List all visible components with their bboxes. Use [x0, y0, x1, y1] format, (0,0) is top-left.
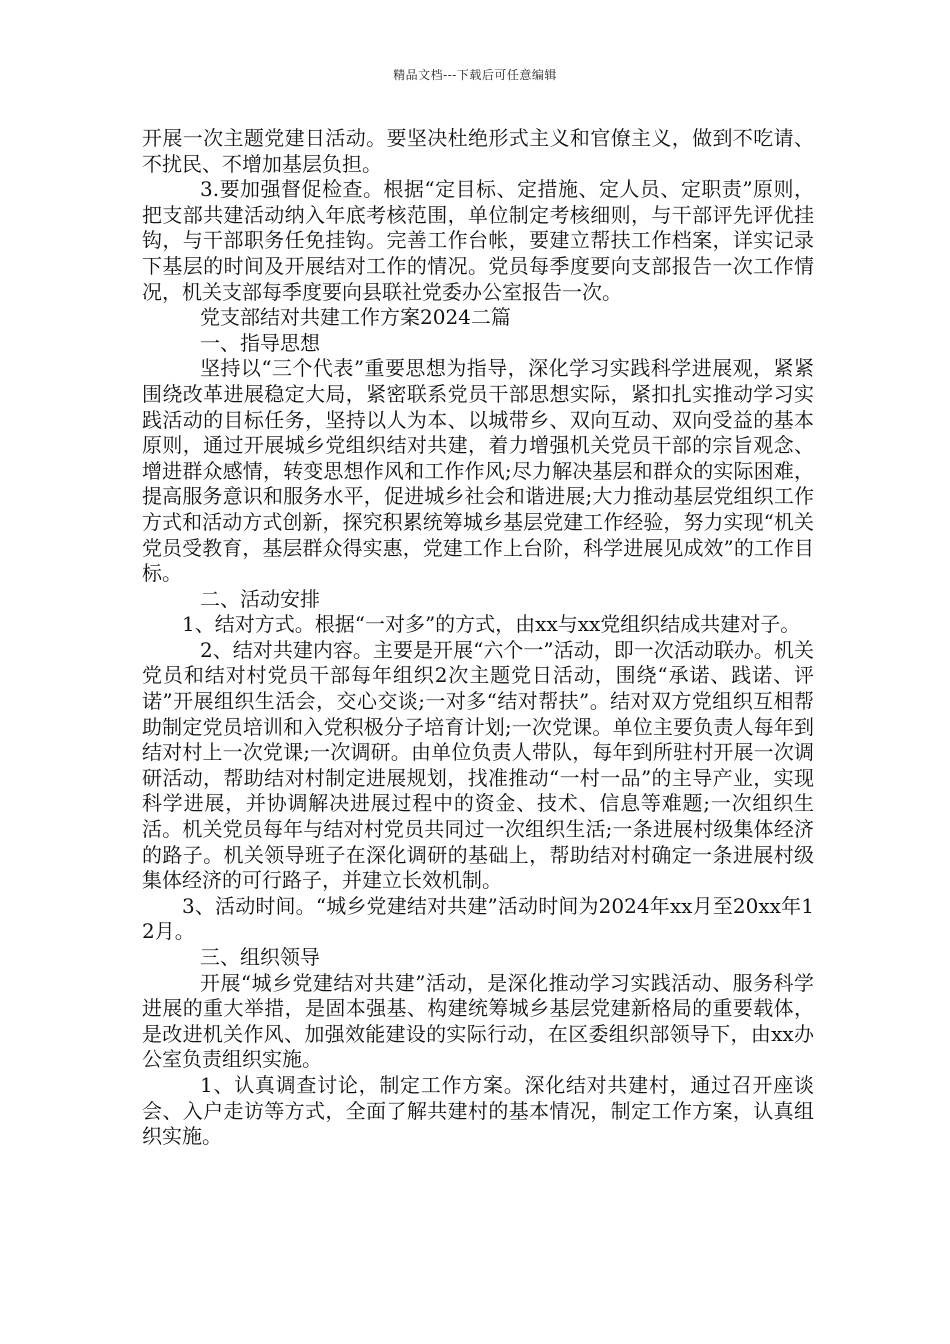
section-heading: 一、指导思想 [200, 330, 320, 355]
section-subtitle: 党支部结对共建工作方案2024二篇 [200, 305, 511, 330]
section-heading: 二、活动安排 [200, 586, 320, 611]
paragraph: 3.要加强督促检查。根据“定目标、定措施、定人员、定职责”原则，把支部共建活动纳入年底考核范围，单位制定考核细则，与干部评先评优挂钩，与干部职务任免挂钩。完善工作台帐，要建立帮扶工作档案，详实记录下基层的时间及开展结对工作的情况。党员每季度要向支部报告一次工作情况，机关支部每季度要向县联社党委办公室报告一次。 [142, 177, 814, 304]
document-body [142, 126, 814, 1150]
page-header: 精品文档---下载后可任意编辑 [393, 68, 557, 82]
paragraph: 开展“城乡党建结对共建”活动，是深化推动学习实践活动、服务科学进展的重大举措，是固本强基、构建统筹城乡基层党建新格局的重要载体，是改进机关作风、加强效能建设的实际行动，在区委组织部领导下，由xx办公室负责组织实施。 [142, 970, 814, 1072]
paragraph: 2、结对共建内容。主要是开展“六个一”活动，即一次活动联办。机关党员和结对村党员干部每年组织2次主题党日活动，围绕“承诺、践诺、评诺”开展组织生活会，交心交谈;一对多“结对帮扶”。结对双方党组织互相帮助制定党员培训和入党积极分子培育计划;一次党课。单位主要负责人每年到结对村上一次党课;一次调研。由单位负责人带队，每年到所驻村开展一次调研活动，帮助结对村制定进展规划，找准推动“一村一品”的主导产业，实现科学进展，并协调解决进展过程中的资金、技术、信息等难题;一次组织生活。机关党员每年与结对村党员共同过一次组织生活;一条进展村级集体经济的路子。机关领导班子在深化调研的基础上，帮助结对村确定一条进展村级集体经济的可行路子，并建立长效机制。 [142, 637, 814, 893]
paragraph: 坚持以“三个代表”重要思想为指导，深化学习实践科学进展观，紧紧围绕改革进展稳定大局，紧密联系党员干部思想实际，紧扣扎实推动学习实践活动的目标任务，坚持以人为本、以城带乡、双向互动、双向受益的基本原则，通过开展城乡党组织结对共建，着力增强机关党员干部的宗旨观念、增进群众感情，转变思想作风和工作作风;尽力解决基层和群众的实际困难，提高服务意识和服务水平，促进城乡社会和谐进展;大力推动基层党组织工作方式和活动方式创新，探究积累统筹城乡基层党建工作经验，努力实现“机关党员受教育，基层群众得实惠，党建工作上台阶，科学进展见成效”的工作目标。 [142, 356, 814, 586]
paragraph: 3、活动时间。“城乡党建结对共建”活动时间为2024年xx月至20xx年12月。 [142, 893, 814, 944]
section-heading: 三、组织领导 [200, 945, 320, 969]
paragraph: 开展一次主题党建日活动。要坚决杜绝形式主义和官僚主义，做到不吃请、不扰民、不增加基层负担。 [142, 126, 814, 176]
paragraph: 1、结对方式。根据“一对多”的方式，由xx与xx党组织结成共建对子。 [182, 612, 801, 637]
paragraph: 1、认真调查讨论，制定工作方案。深化结对共建村，通过召开座谈会、入户走访等方式，全面了解共建村的基本情况，制定工作方案，认真组织实施。 [142, 1072, 814, 1149]
